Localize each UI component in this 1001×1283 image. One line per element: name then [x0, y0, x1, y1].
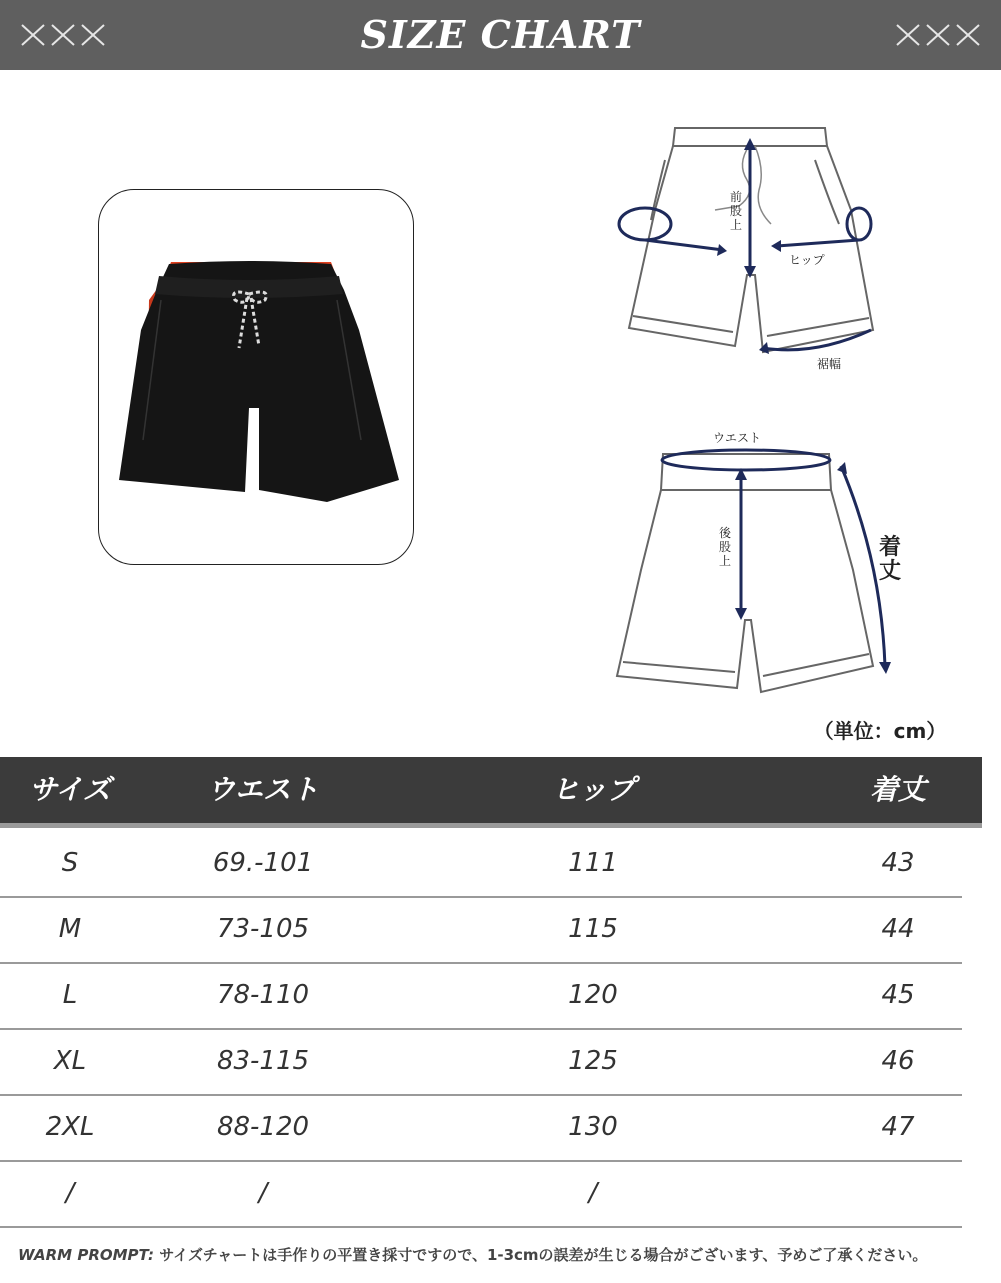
page-title: SIZE CHART: [360, 12, 641, 57]
cell-size: 2XL: [45, 1112, 95, 1142]
front-rise-label: 前股上: [729, 190, 742, 232]
cell-length: 44: [881, 914, 915, 944]
cell-length: 47: [881, 1112, 915, 1142]
cell-length: 46: [881, 1046, 915, 1076]
table-row: [0, 896, 962, 964]
footer-label: WARM PROMPT:: [18, 1246, 154, 1264]
cell-hip: 115: [568, 914, 618, 944]
cell-length: [818, 1160, 978, 1226]
footer-note: [18, 1244, 998, 1265]
table-row: [0, 1094, 962, 1162]
cell-size: L: [62, 980, 78, 1010]
table-header: [0, 757, 982, 823]
cell-waist: 88-120: [216, 1112, 310, 1142]
table-row: [0, 962, 962, 1030]
cell-size: XL: [53, 1046, 87, 1076]
header-bar: [0, 0, 1001, 70]
cell-hip: 120: [568, 980, 618, 1010]
cell-length: 45: [881, 980, 915, 1010]
cell-waist: 83-115: [216, 1046, 310, 1076]
header-length: 着丈: [869, 773, 926, 806]
cross-decoration-left: [20, 22, 110, 48]
cell-size: S: [61, 848, 79, 878]
cell-hip: 130: [568, 1112, 618, 1142]
hem-label: 裾幅: [817, 357, 842, 371]
cell-size: /: [65, 1178, 75, 1208]
header-hip: ヒップ: [551, 773, 635, 806]
cell-waist: 78-110: [216, 980, 310, 1010]
back-measure-diagram: [605, 440, 895, 700]
length-label: 着丈: [878, 535, 901, 584]
header-waist: ウエスト: [206, 773, 319, 806]
table-header-shadow: [0, 823, 982, 828]
cell-hip: 111: [568, 848, 618, 878]
footer-text: サイズチャートは手作りの平置き採寸ですので、1-3cmの誤差が生じる場合がございます、予めご了承ください。: [159, 1246, 928, 1264]
cross-decoration-right: [895, 22, 985, 48]
cell-hip: /: [588, 1178, 598, 1208]
waist-label: ウエスト: [713, 431, 762, 445]
cell-waist: /: [258, 1178, 268, 1208]
back-rise-label: 後股上: [718, 526, 731, 568]
table-row: [0, 1160, 962, 1228]
shorts-product-image: [99, 190, 413, 564]
product-image-frame: [98, 189, 414, 565]
table-row: [0, 1028, 962, 1096]
cell-waist: 69.-101: [212, 848, 314, 878]
hip-label: ヒップ: [789, 253, 825, 267]
cell-waist: 73-105: [216, 914, 310, 944]
cell-hip: 125: [568, 1046, 618, 1076]
cell-size: M: [58, 914, 82, 944]
front-measure-diagram: [615, 120, 885, 380]
header-size: サイズ: [29, 773, 111, 806]
cell-length: 43: [881, 848, 915, 878]
unit-note: （単位：cm）: [813, 719, 947, 743]
table-row: [0, 830, 962, 898]
